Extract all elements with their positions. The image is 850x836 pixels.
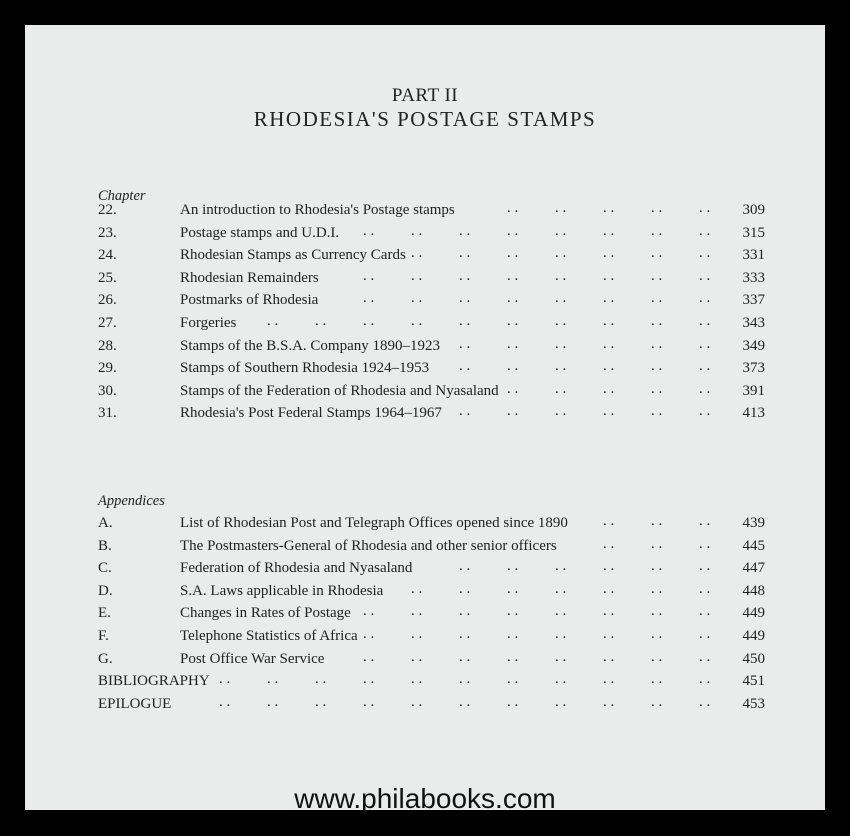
- dot-leader: . .: [699, 671, 711, 687]
- toc-page-number: 448: [742, 582, 765, 599]
- dot-leader: . .: [603, 535, 615, 552]
- dot-leader: . .: [507, 403, 519, 420]
- dot-leader: . .: [411, 290, 423, 307]
- dot-leader: . .: [651, 245, 663, 262]
- toc-number: 27.: [98, 315, 117, 331]
- dot-leader: . .: [603, 626, 615, 642]
- dot-leader: . .: [555, 267, 567, 284]
- toc-number: 25.: [98, 269, 117, 286]
- dot-leader: . .: [363, 648, 375, 665]
- dot-leader: . .: [507, 671, 519, 687]
- toc-title: Telephone Statistics of Africa: [180, 628, 358, 644]
- dot-leader: . .: [363, 222, 375, 239]
- dot-leader: . .: [651, 603, 663, 620]
- toc-row: [25, 560, 825, 582]
- dot-leader: . .: [363, 313, 375, 329]
- toc-number: C.: [98, 560, 112, 577]
- toc-row: [25, 693, 825, 718]
- dot-leader: . .: [459, 335, 471, 352]
- toc-title: Post Office War Service: [180, 650, 325, 667]
- watermark-url: www.philabooks.com: [294, 783, 556, 814]
- dot-leader: . .: [699, 245, 711, 262]
- dot-leader: . .: [459, 626, 471, 642]
- dot-leader: . .: [651, 267, 663, 284]
- dot-leader: . .: [651, 580, 663, 597]
- toc-page-number: 439: [742, 515, 765, 531]
- dot-leader: . .: [459, 580, 471, 597]
- dot-leader: . .: [459, 313, 471, 329]
- dot-leader: . .: [411, 648, 423, 665]
- dot-leader: . .: [555, 200, 567, 216]
- toc-row: [25, 648, 825, 673]
- dot-leader: . .: [459, 403, 471, 420]
- dot-leader: . .: [555, 580, 567, 597]
- dot-leader: . .: [507, 200, 519, 216]
- toc-row: [25, 315, 825, 337]
- toc-number: F.: [98, 628, 109, 644]
- toc-number: A.: [98, 515, 113, 531]
- toc-row: [25, 405, 825, 427]
- dot-leader: . .: [699, 603, 711, 620]
- toc-title: Stamps of Southern Rhodesia 1924–1953: [180, 360, 430, 377]
- toc-row: [25, 580, 825, 605]
- dot-leader: . .: [267, 671, 279, 687]
- dot-leader: . .: [411, 603, 423, 620]
- dot-leader: . .: [267, 693, 279, 710]
- toc-number: B.: [98, 537, 112, 554]
- dot-leader: . .: [651, 222, 663, 239]
- dot-leader: . .: [459, 222, 471, 239]
- toc-row: [25, 335, 825, 360]
- toc-page-number: 413: [742, 405, 765, 422]
- toc-row: [25, 222, 825, 247]
- toc-title: EPILOGUE: [98, 695, 172, 712]
- dot-leader: . .: [603, 513, 615, 529]
- dot-leader: . .: [603, 558, 615, 575]
- dot-leader: . .: [699, 513, 711, 529]
- dot-leader: . .: [315, 693, 327, 710]
- toc-row: [25, 535, 825, 560]
- dot-leader: . .: [459, 245, 471, 262]
- chapter-heading: Chapter: [98, 188, 146, 204]
- dot-leader: . .: [459, 603, 471, 620]
- dot-leader: . .: [603, 245, 615, 262]
- dot-leader: . .: [555, 290, 567, 307]
- toc-row: [25, 202, 825, 224]
- dot-leader: . .: [363, 693, 375, 710]
- toc-title: Stamps of the B.S.A. Company 1890–1923: [180, 337, 441, 354]
- toc-title: Postmarks of Rhodesia: [180, 292, 319, 309]
- dot-leader: . .: [411, 671, 423, 687]
- dot-leader: . .: [555, 245, 567, 262]
- dot-leader: . .: [699, 335, 711, 352]
- dot-leader: . .: [363, 603, 375, 620]
- dot-leader: . .: [363, 267, 375, 284]
- dot-leader: . .: [459, 290, 471, 307]
- dot-leader: . .: [507, 245, 519, 262]
- toc-title: An introduction to Rhodesia's Postage stamps: [180, 202, 455, 218]
- dot-leader: . .: [507, 222, 519, 239]
- dot-leader: . .: [507, 290, 519, 307]
- dot-leader: . .: [699, 558, 711, 575]
- dot-leader: . .: [699, 693, 711, 710]
- dot-leader: . .: [699, 648, 711, 665]
- dot-leader: . .: [603, 648, 615, 665]
- dot-leader: . .: [555, 222, 567, 239]
- dot-leader: . .: [651, 313, 663, 329]
- dot-leader: . .: [651, 648, 663, 665]
- dot-leader: . .: [651, 626, 663, 642]
- dot-leader: . .: [507, 648, 519, 665]
- dot-leader: . .: [699, 313, 711, 329]
- dot-leader: . .: [651, 200, 663, 216]
- dot-leader: . .: [699, 200, 711, 216]
- toc-number: G.: [98, 650, 113, 667]
- toc-page-number: 333: [742, 269, 765, 286]
- dot-leader: . .: [555, 335, 567, 352]
- dot-leader: . .: [459, 358, 471, 375]
- toc-title: Rhodesia's Post Federal Stamps 1964–1967: [180, 405, 442, 422]
- toc-number: 26.: [98, 292, 117, 309]
- dot-leader: . .: [219, 693, 231, 710]
- dot-leader: . .: [651, 671, 663, 687]
- dot-leader: . .: [363, 626, 375, 642]
- dot-leader: . .: [411, 267, 423, 284]
- toc-title: Federation of Rhodesia and Nyasaland: [180, 560, 413, 577]
- dot-leader: . .: [507, 358, 519, 375]
- dot-leader: . .: [699, 580, 711, 597]
- appendices-heading: Appendices: [98, 493, 165, 509]
- dot-leader: . .: [699, 626, 711, 642]
- dot-leader: . .: [603, 358, 615, 375]
- dot-leader: . .: [603, 380, 615, 397]
- dot-leader: . .: [555, 671, 567, 687]
- dot-leader: . .: [555, 380, 567, 397]
- toc-page-number: 309: [742, 202, 765, 218]
- dot-leader: . .: [699, 358, 711, 375]
- dot-leader: . .: [459, 267, 471, 284]
- toc-row: [25, 673, 825, 695]
- toc-row: [25, 515, 825, 537]
- dot-leader: . .: [507, 313, 519, 329]
- dot-leader: . .: [699, 535, 711, 552]
- toc-number: 24.: [98, 247, 117, 264]
- toc-number: E.: [98, 605, 111, 622]
- dot-leader: . .: [411, 245, 423, 262]
- toc-page-number: 449: [742, 605, 765, 622]
- dot-leader: . .: [555, 403, 567, 420]
- toc-page-number: 445: [742, 537, 765, 554]
- dot-leader: . .: [699, 403, 711, 420]
- dot-leader: . .: [459, 648, 471, 665]
- toc-page-number: 391: [742, 382, 765, 399]
- dot-leader: . .: [555, 693, 567, 710]
- toc-page-number: 453: [742, 695, 765, 712]
- toc-title: Rhodesian Stamps as Currency Cards: [180, 247, 406, 264]
- toc-number: 28.: [98, 337, 117, 354]
- dot-leader: . .: [507, 693, 519, 710]
- dot-leader: . .: [651, 693, 663, 710]
- toc-title: Changes in Rates of Postage: [180, 605, 351, 622]
- dot-leader: . .: [603, 313, 615, 329]
- toc-page-number: 337: [742, 292, 765, 309]
- toc-row: [25, 267, 825, 292]
- toc-row: [25, 605, 825, 627]
- dot-leader: . .: [603, 671, 615, 687]
- dot-leader: . .: [363, 671, 375, 687]
- dot-leader: . .: [603, 403, 615, 420]
- dot-leader: . .: [651, 335, 663, 352]
- toc-page-number: 449: [742, 628, 765, 644]
- dot-leader: . .: [459, 693, 471, 710]
- dot-leader: . .: [555, 626, 567, 642]
- toc-title: Rhodesian Remainders: [180, 269, 319, 286]
- dot-leader: . .: [603, 222, 615, 239]
- dot-leader: . .: [603, 267, 615, 284]
- toc-row: [25, 247, 825, 269]
- dot-leader: . .: [315, 671, 327, 687]
- toc-number: 22.: [98, 202, 117, 218]
- dot-leader: . .: [363, 290, 375, 307]
- toc-number: 23.: [98, 224, 117, 241]
- dot-leader: . .: [315, 313, 327, 329]
- toc-page-number: 331: [742, 247, 765, 264]
- dot-leader: . .: [507, 603, 519, 620]
- toc-row: [25, 628, 825, 650]
- toc-number: 29.: [98, 360, 117, 377]
- dot-leader: . .: [219, 671, 231, 687]
- dot-leader: . .: [555, 648, 567, 665]
- dot-leader: . .: [555, 313, 567, 329]
- toc-page-number: 343: [742, 315, 765, 331]
- toc-page-number: 451: [742, 673, 765, 689]
- dot-leader: . .: [699, 380, 711, 397]
- book-page: [25, 25, 825, 810]
- toc-page-number: 447: [742, 560, 765, 577]
- dot-leader: . .: [411, 222, 423, 239]
- dot-leader: . .: [507, 380, 519, 397]
- toc-page-number: 349: [742, 337, 765, 354]
- dot-leader: . .: [411, 693, 423, 710]
- toc-row: [25, 360, 825, 382]
- dot-leader: . .: [555, 603, 567, 620]
- dot-leader: . .: [555, 558, 567, 575]
- toc-number: D.: [98, 582, 113, 599]
- dot-leader: . .: [459, 558, 471, 575]
- dot-leader: . .: [603, 580, 615, 597]
- toc-page-number: 450: [742, 650, 765, 667]
- dot-leader: . .: [411, 580, 423, 597]
- toc-title: List of Rhodesian Post and Telegraph Offices opened since 1890: [180, 515, 568, 531]
- dot-leader: . .: [699, 290, 711, 307]
- dot-leader: . .: [603, 603, 615, 620]
- page-title: RHODESIA'S POSTAGE STAMPS: [253, 107, 597, 131]
- dot-leader: . .: [411, 626, 423, 642]
- dot-leader: . .: [651, 513, 663, 529]
- toc-number: 30.: [98, 382, 117, 399]
- dot-leader: . .: [507, 335, 519, 352]
- dot-leader: . .: [699, 222, 711, 239]
- dot-leader: . .: [603, 290, 615, 307]
- dot-leader: . .: [459, 671, 471, 687]
- toc-page-number: 373: [742, 360, 765, 377]
- dot-leader: . .: [411, 313, 423, 329]
- dot-leader: . .: [651, 403, 663, 420]
- dot-leader: . .: [507, 580, 519, 597]
- toc-title: S.A. Laws applicable in Rhodesia: [180, 582, 384, 599]
- dot-leader: . .: [603, 200, 615, 216]
- dot-leader: . .: [651, 558, 663, 575]
- dot-leader: . .: [555, 358, 567, 375]
- toc-row: [25, 292, 825, 314]
- toc-page-number: 315: [742, 224, 765, 241]
- toc-title: Stamps of the Federation of Rhodesia and Nyasaland: [180, 382, 499, 399]
- dot-leader: . .: [603, 335, 615, 352]
- dot-leader: . .: [507, 626, 519, 642]
- part-label: PART II: [391, 85, 459, 106]
- toc-title: Postage stamps and U.D.I.: [180, 224, 340, 241]
- toc-number: 31.: [98, 405, 117, 422]
- dot-leader: . .: [267, 313, 279, 329]
- dot-leader: . .: [699, 267, 711, 284]
- toc-title: The Postmasters-General of Rhodesia and other senior officers: [180, 537, 557, 554]
- toc-row: [25, 380, 825, 405]
- dot-leader: . .: [603, 693, 615, 710]
- dot-leader: . .: [651, 290, 663, 307]
- dot-leader: . .: [507, 558, 519, 575]
- dot-leader: . .: [651, 535, 663, 552]
- dot-leader: . .: [651, 380, 663, 397]
- dot-leader: . .: [507, 267, 519, 284]
- dot-leader: . .: [651, 358, 663, 375]
- toc-title: Forgeries: [180, 315, 237, 331]
- toc-title: BIBLIOGRAPHY: [98, 673, 210, 689]
